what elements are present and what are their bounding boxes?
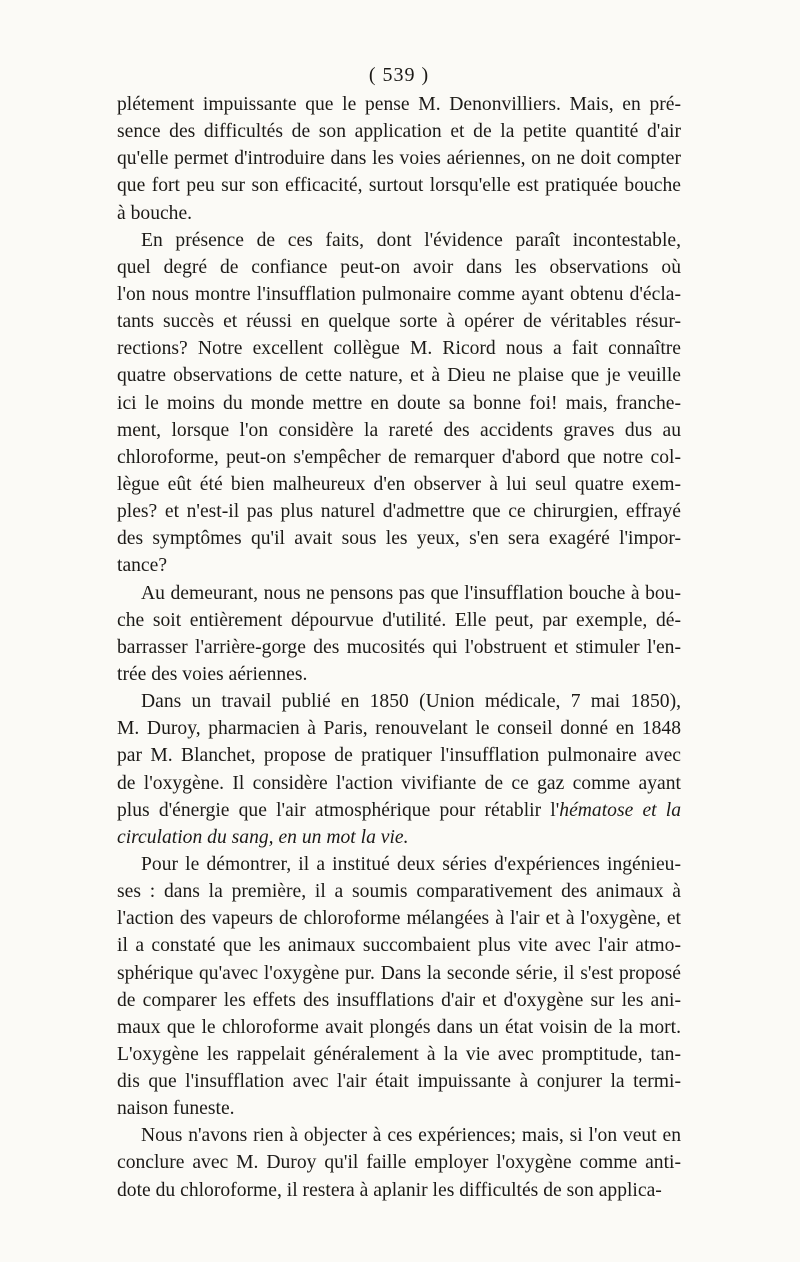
line-text: Nous n'avons rien à objecter à ces expériences; mais, si l'on veut en: [141, 1125, 681, 1147]
line-text: que fort peu sur son efficacité, surtout lorsqu'elle est pratiquée bouche: [117, 175, 681, 197]
text-line: [117, 932, 681, 959]
text-line: [117, 770, 681, 797]
line-text: ses : dans la première, il a soumis comparativement des animaux à: [117, 881, 681, 903]
page-number: ( 539 ): [368, 64, 430, 86]
text-line: [117, 552, 681, 579]
text-line: [117, 1041, 681, 1068]
line-text: l'on nous montre l'insufflation pulmonaire comme ayant obtenu d'écla-: [117, 283, 681, 305]
text-line: [117, 145, 681, 172]
line-text: dote du chloroforme, il restera à aplanir les difficultés de son applica-: [117, 1179, 662, 1201]
line-text: l'action des vapeurs de chloroforme mélangées à l'air et à l'oxygène, et: [117, 908, 681, 930]
text-line: [117, 634, 681, 661]
text-line: [117, 200, 681, 227]
text-line: [117, 688, 681, 715]
text-line: [117, 1068, 681, 1095]
text-line: [117, 580, 681, 607]
italic-text: circulation du sang, en un mot la vie.: [117, 826, 409, 848]
line-text: maux que le chloroforme avait plongés dans un état voisin de la mort.: [117, 1016, 681, 1038]
text-line: [117, 281, 681, 308]
line-text: qu'elle permet d'introduire dans les voies aériennes, on ne doit compter: [117, 148, 681, 170]
text-line: [117, 1122, 681, 1149]
text-line: [117, 797, 681, 824]
line-text: che soit entièrement dépourvue d'utilité. Elle peut, par exemple, dé-: [117, 609, 681, 631]
line-text: tants succès et réussi en quelque sorte à opérer de véritables résur-: [117, 311, 681, 333]
line-text: ples? et n'est-il pas plus naturel d'admettre que ce chirurgien, effrayé: [117, 501, 681, 523]
text-line: [117, 1149, 681, 1176]
line-text: chloroforme, peut-on s'empêcher de remarquer d'abord que notre col-: [117, 446, 681, 468]
line-text: Pour le démontrer, il a institué deux séries d'expériences ingénieu-: [141, 853, 681, 875]
line-text: En présence de ces faits, dont l'évidence paraît incontestable,: [141, 229, 681, 251]
line-text: de comparer les effets des insufflations d'air et d'oxygène sur les ani-: [117, 989, 681, 1011]
text-line: [117, 417, 681, 444]
line-text: quel degré de confiance peut-on avoir dans les observations où: [117, 256, 681, 278]
text-line: [117, 525, 681, 552]
text-line: [117, 1095, 681, 1122]
text-line: [117, 91, 681, 118]
line-text: par M. Blanchet, propose de pratiquer l'insufflation pulmonaire avec: [117, 745, 681, 767]
line-text: ici le moins du monde mettre en doute sa bonne foi! mais, franche-: [117, 392, 681, 414]
text-line: [117, 172, 681, 199]
text-line: [117, 118, 681, 145]
line-text: lègue eût été bien malheureux d'en observer à lui seul quatre exem-: [117, 473, 681, 495]
line-text: conclure avec M. Duroy qu'il faille employer l'oxygène comme anti-: [117, 1152, 681, 1174]
text-line: [117, 960, 681, 987]
italic-text: hématose et la: [559, 799, 681, 821]
text-line: [117, 824, 681, 851]
text-line: [117, 227, 681, 254]
line-text: rections? Notre excellent collègue M. Ricord nous a fait connaître: [117, 338, 681, 360]
line-text: ment, lorsque l'on considère la rareté des accidents graves dus au: [117, 419, 681, 441]
line-text: sence des difficultés de son application et de la petite quantité d'air: [117, 121, 681, 143]
line-text: à bouche.: [117, 202, 193, 224]
line-text: M. Duroy, pharmacien à Paris, renouvelant le conseil donné en 1848: [117, 718, 681, 740]
line-text: tance?: [117, 555, 168, 577]
text-line: [117, 254, 681, 281]
text-line: [117, 987, 681, 1014]
text-line: [117, 498, 681, 525]
text-line: [117, 471, 681, 498]
text-line: [117, 1177, 681, 1204]
text-line: [117, 905, 681, 932]
text-line: [117, 878, 681, 905]
line-text: Dans un travail publié en 1850 (Union médicale, 7 mai 1850),: [141, 691, 681, 713]
line-text: naison funeste.: [117, 1098, 235, 1120]
text-line: [117, 1014, 681, 1041]
text-line: [117, 607, 681, 634]
text-line: [117, 715, 681, 742]
line-text: plus d'énergie que l'air atmosphérique pour rétablir l': [117, 799, 560, 821]
text-line: [117, 851, 681, 878]
text-line: [117, 390, 681, 417]
line-text: dis que l'insufflation avec l'air était impuissante à conjurer la termi-: [117, 1071, 681, 1093]
text-line: [117, 362, 681, 389]
line-text: quatre observations de cette nature, et à Dieu ne plaise que je veuille: [117, 365, 681, 387]
text-line: [117, 335, 681, 362]
line-text: sphérique qu'avec l'oxygène pur. Dans la seconde série, il s'est proposé: [117, 962, 681, 984]
line-text: de l'oxygène. Il considère l'action vivifiante de ce gaz comme ayant: [117, 772, 681, 794]
line-text: Au demeurant, nous ne pensons pas que l'insufflation bouche à bou-: [141, 582, 681, 604]
line-text: barrasser l'arrière-gorge des mucosités qui l'obstruent et stimuler l'en-: [117, 636, 681, 658]
line-text: il a constaté que les animaux succombaient plus vite avec l'air atmo-: [117, 935, 681, 957]
body-text: [117, 91, 681, 1204]
text-line: [117, 661, 681, 688]
text-line: [117, 308, 681, 335]
text-line: [117, 742, 681, 769]
line-text: L'oxygène les rappelait généralement à la vie avec promptitude, tan-: [117, 1043, 681, 1065]
line-text: trée des voies aériennes.: [117, 663, 308, 685]
text-line: [117, 444, 681, 471]
line-text: des symptômes qu'il avait sous les yeux, s'en sera exagéré l'impor-: [117, 528, 681, 550]
line-text: plétement impuissante que le pense M. Denonvilliers. Mais, en pré-: [117, 94, 681, 115]
